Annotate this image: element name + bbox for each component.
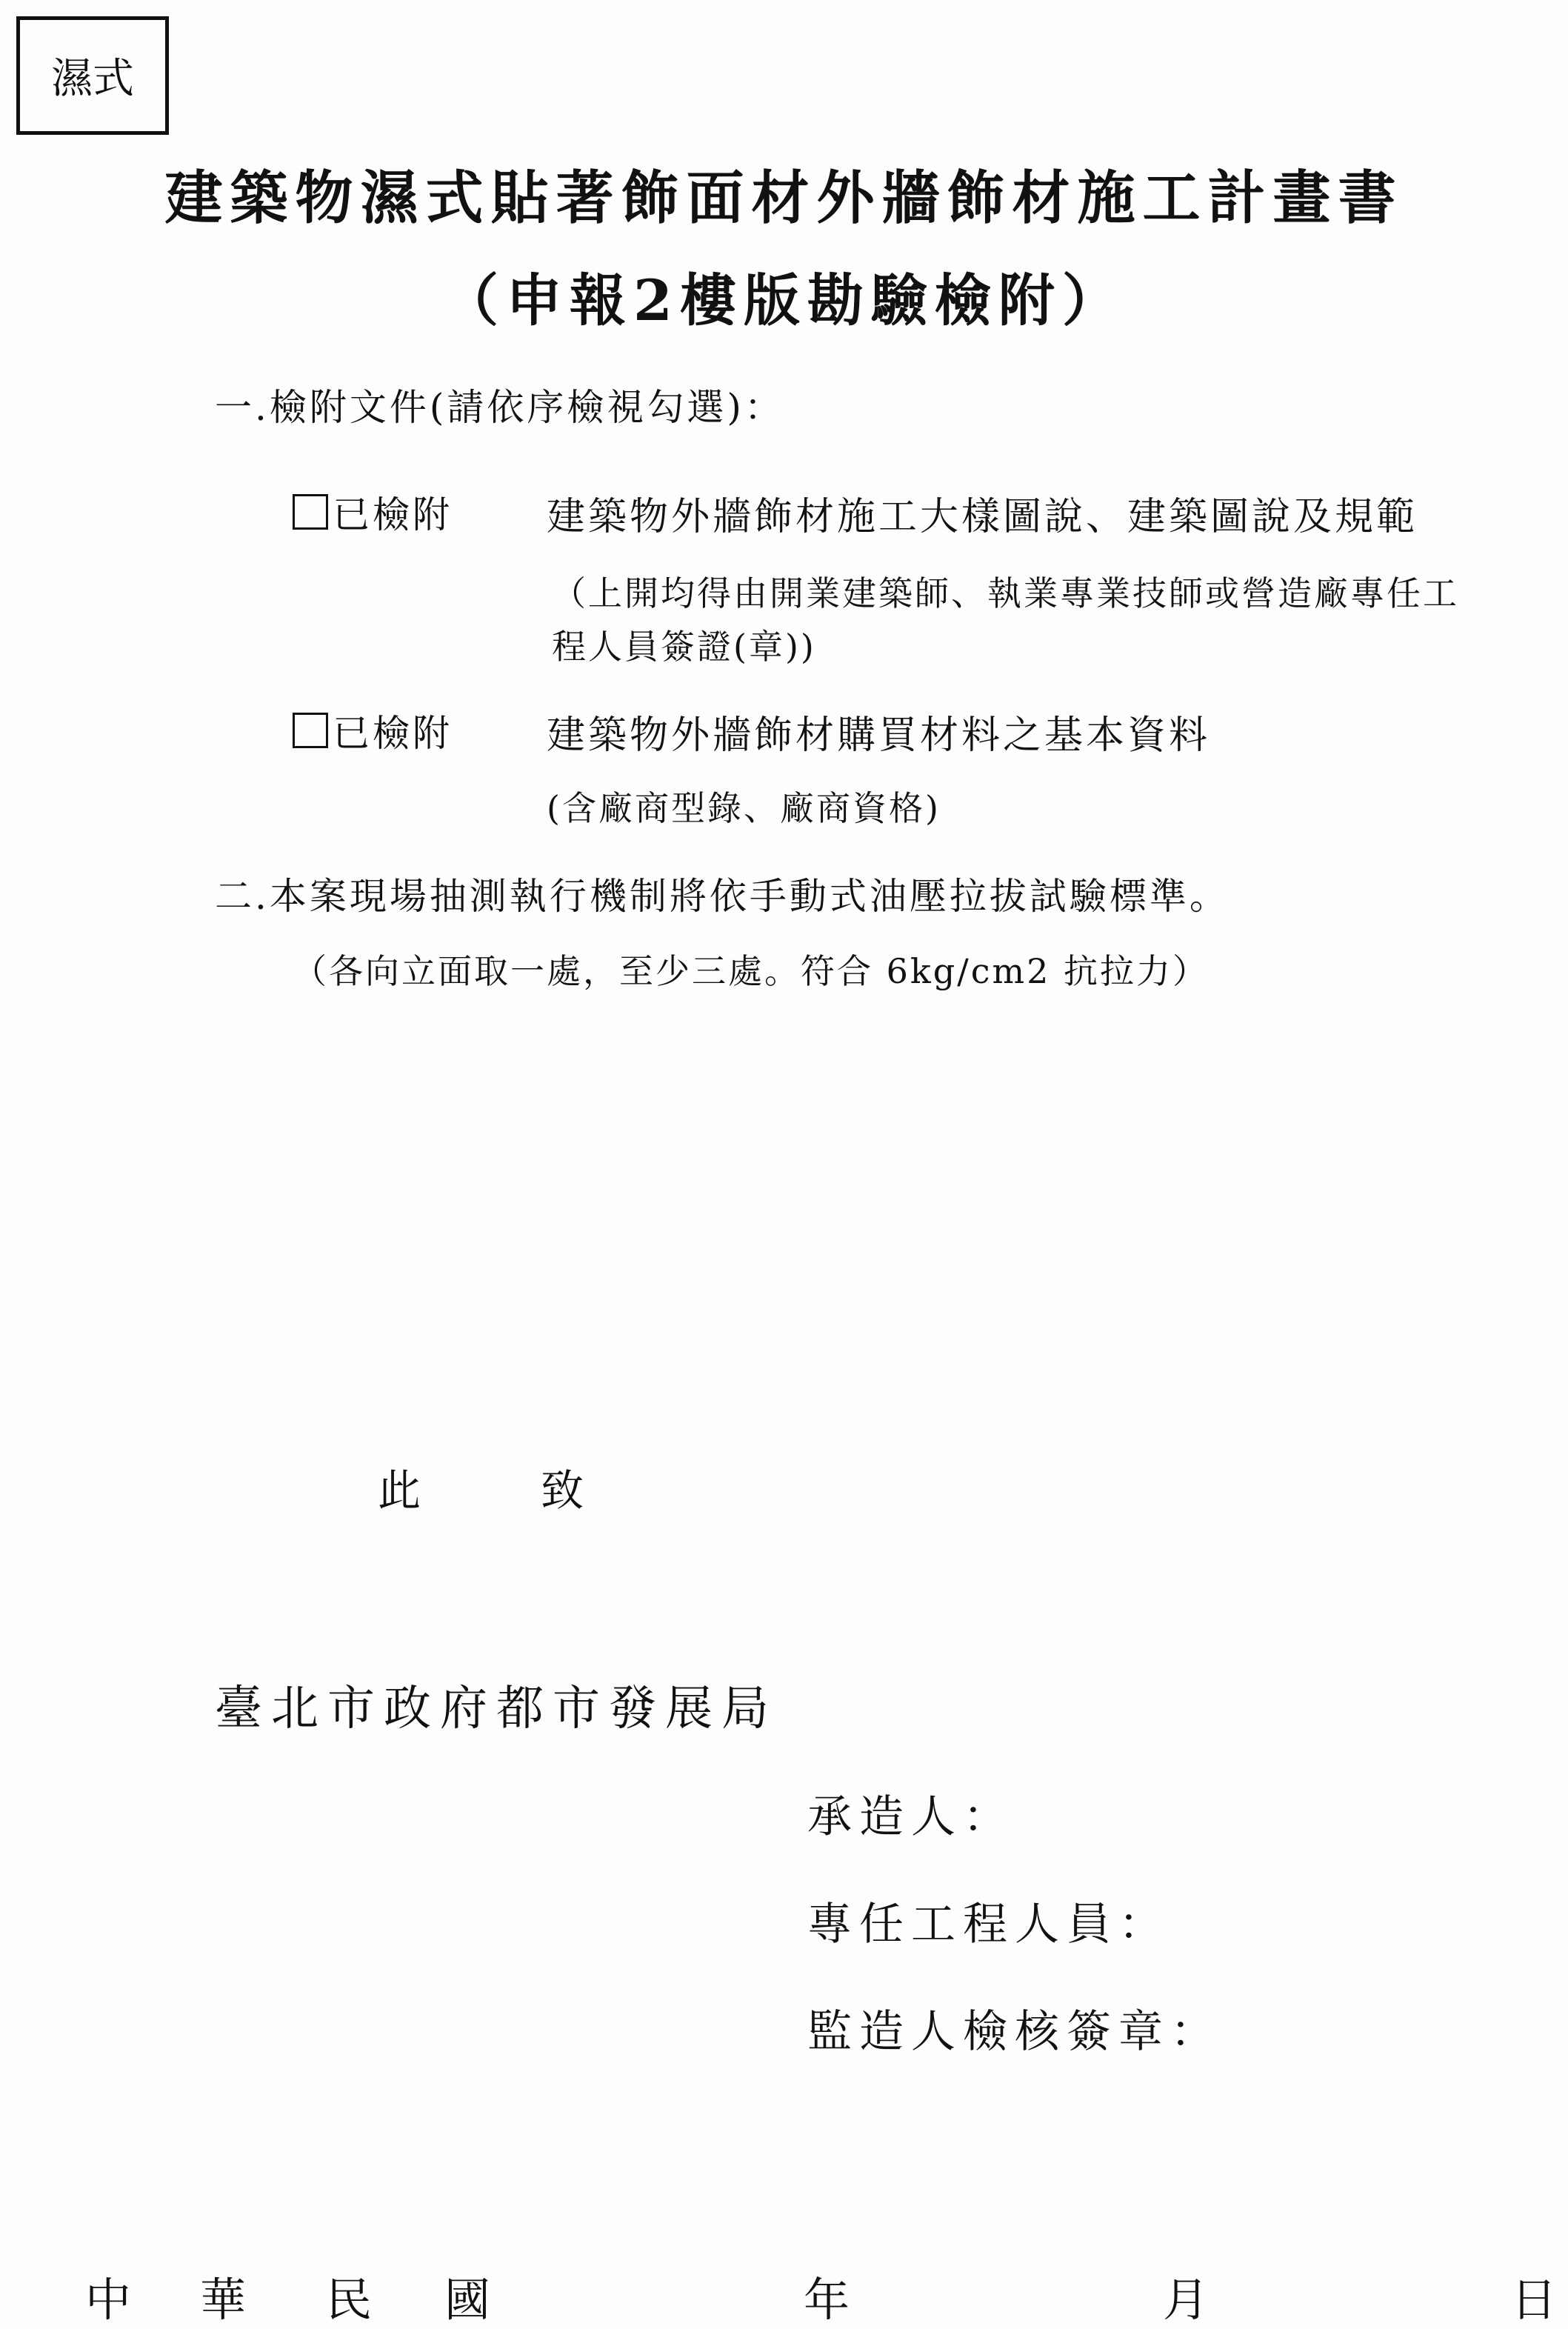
document-subtitle: （申報2樓版勘驗檢附） — [442, 267, 1126, 333]
checkbox[interactable] — [293, 713, 328, 748]
type-tag: 濕式 — [16, 16, 169, 135]
date-char-3: 民 — [326, 2273, 373, 2327]
date-day-label: 日 — [1511, 2273, 1558, 2327]
item2-description: 建築物外牆飾材購買材料之基本資料 — [547, 713, 1211, 758]
recipient: 臺北市政府都市發展局 — [215, 1682, 778, 1736]
date-year-label: 年 — [804, 2273, 850, 2327]
date-month-label: 月 — [1163, 2273, 1210, 2327]
closing-word-1: 此 — [378, 1465, 421, 1516]
date-char-1: 中 — [85, 2273, 132, 2327]
checkbox-item-1[interactable] — [293, 485, 453, 539]
item1-note: （上開均得由開業建築師、執業專業技師或營造廠專任工程人員簽證(章)) — [552, 573, 1459, 667]
section2-heading: 二.本案現場抽測執行機制將依手動式油壓拉拔試驗標準。 — [215, 875, 1230, 918]
item2-note: (含廠商型錄、廠商資格) — [547, 788, 941, 828]
section2-note: （各向立面取一處，至少三處。符合 6kg/cm2 抗拉力） — [293, 951, 1209, 991]
closing-word-2: 致 — [541, 1465, 584, 1516]
section1-heading: 一.檢附文件(請依序檢視勾選)： — [215, 386, 784, 429]
checkbox-label: 已檢附 — [333, 493, 453, 536]
supervisor-signature-label: 監造人檢核簽章： — [807, 2006, 1222, 2058]
contractor-signature-label: 承造人： — [807, 1791, 1015, 1843]
checkbox-label: 已檢附 — [333, 712, 453, 755]
item1-description: 建築物外牆飾材施工大樣圖說、建築圖說及規範 — [547, 495, 1418, 539]
checkbox[interactable] — [293, 494, 328, 530]
date-char-4: 國 — [444, 2273, 491, 2327]
engineer-signature-label: 專任工程人員： — [807, 1899, 1170, 1950]
date-char-2: 華 — [200, 2273, 247, 2327]
checkbox-item-2[interactable] — [293, 704, 453, 757]
document-title: 建築物濕式貼著飾面材外牆飾材施工計畫書 — [164, 164, 1404, 232]
